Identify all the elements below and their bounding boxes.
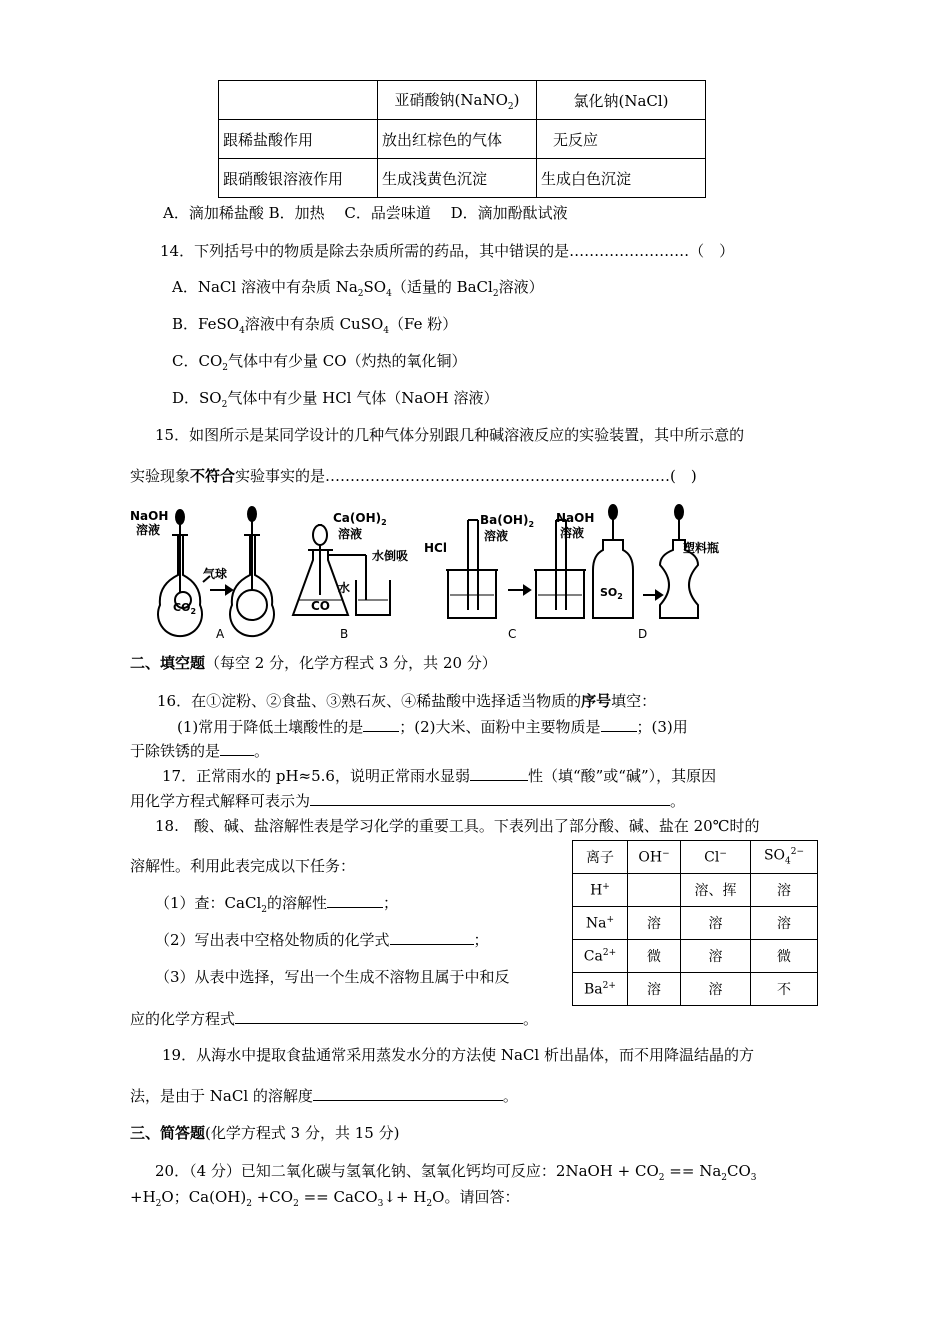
table-cell: 溶: [681, 907, 751, 940]
table-cell: 溶: [681, 940, 751, 973]
table-cell: 微: [751, 940, 818, 973]
table-cell: 跟稀盐酸作用: [219, 120, 378, 159]
table-cell: H+: [573, 874, 628, 907]
table-cell: OH−: [627, 841, 680, 874]
table-cell: $Ba^{2+}$: [573, 973, 628, 1006]
table-cell: 跟硝酸银溶液作用: [219, 159, 378, 198]
experiment-figure: [128, 500, 738, 645]
label-plastic-bottle: 塑料瓶: [683, 541, 720, 555]
label-caoh2: $Ca(OH)_2$: [333, 511, 387, 527]
label-solution-b: 溶液: [338, 527, 363, 541]
label-naoh-a: NaOH: [130, 509, 169, 523]
table-cell: [627, 874, 680, 907]
q17-line1: 17．正常雨水的 pH≈5.6，说明正常雨水显弱 性（填“酸”或“碱”），其原因: [162, 767, 717, 785]
label-solution-d: 溶液: [560, 526, 585, 540]
q20-line2: $+H_2O$；$Ca(OH)_2 +CO_2$ == CaCO$_3$↓+ $H_2O$。请回答：: [130, 1188, 520, 1209]
label-balloon: 气球: [203, 567, 228, 581]
q15-line2: 实验现象不符合实验事实的是……………………………………………………………( ): [130, 467, 697, 485]
table-cell: 溶: [627, 973, 680, 1006]
q14-option-d: D．$SO_2$气体中有少量 HCl 气体（NaOH 溶液）: [172, 389, 499, 410]
q19-line2: 法，是由于 NaCl 的溶解度 。: [130, 1087, 518, 1105]
table-cell: 溶: [681, 973, 751, 1006]
q16-line3: 于除铁锈的是 。: [130, 742, 270, 760]
table-cell: Na+: [573, 907, 628, 940]
table-header-nacl: 氯化钠(NaCl): [537, 81, 706, 120]
caption-a: A: [216, 627, 225, 641]
table-cell: $Ca^{2+}$: [573, 940, 628, 973]
q18-task3: （3）从表中选择，写出一个生成不溶物且属于中和反: [155, 968, 510, 986]
table-row: [573, 874, 818, 907]
section2-heading: 二、填空题（每空 2 分，化学方程式 3 分，共 20 分）: [130, 654, 497, 672]
table-cell: 不: [751, 973, 818, 1006]
q13-options: A．滴加稀盐酸 B．加热 C．品尝味道 D．滴加酚酞试液: [163, 204, 568, 222]
q14-option-a: A．NaCl 溶液中有杂质 $Na_2SO_4$（适量的 BaCl$_2$溶液）: [172, 278, 544, 299]
table-cell: 溶: [751, 907, 818, 940]
q18-line1: 18. 酸、碱、盐溶解性表是学习化学的重要工具。下表列出了部分酸、碱、盐在 20℃时的: [155, 817, 760, 835]
caption-c: C: [508, 627, 517, 641]
table-header-nano2: 亚硝酸钠(NaNO$_2$): [378, 81, 537, 120]
q17-line2: 用化学方程式解释可表示为 。: [130, 792, 686, 810]
table-cell: 溶: [627, 907, 680, 940]
q16-line1: 16．在①淀粉、②食盐、③熟石灰、④稀盐酸中选择适当物质的序号填空：: [157, 692, 657, 710]
q20-line1: 20．（4 分）已知二氧化碳与氢氧化钠、氢氧化钙均可反应：2NaOH + $CO_2 == Na_2CO_3$: [155, 1162, 757, 1183]
table-cell: 溶、挥: [681, 874, 751, 907]
section3-heading: 三、简答题(化学方程式 3 分，共 15 分): [130, 1124, 400, 1142]
label-co: CO: [311, 599, 331, 613]
label-water: 水: [338, 581, 351, 595]
label-co2: $CO_2$: [173, 601, 197, 616]
table-row: [219, 159, 706, 198]
table-cell: 离子: [573, 841, 628, 874]
q14-option-b: B．FeSO$_4$溶液中有杂质 CuSO$_4$（Fe 粉）: [172, 315, 458, 336]
q19-line1: 19．从海水中提取食盐通常采用蒸发水分的方法使 NaCl 析出晶体，而不用降温结晶的方: [162, 1046, 754, 1064]
q18-task2: （2）写出表中空格处物质的化学式 ；: [155, 931, 489, 949]
label-naoh-d: NaOH: [556, 511, 595, 525]
table-row: [573, 973, 818, 1006]
table-cell: 微: [627, 940, 680, 973]
table-cell: 溶: [751, 874, 818, 907]
table-cell: [219, 81, 378, 120]
table-header-row: [573, 841, 818, 874]
table-cell: 生成白色沉淀: [537, 159, 706, 198]
q14-stem: 14．下列括号中的物质是除去杂质所需的药品，其中错误的是……………………（ ）: [160, 242, 735, 260]
table-cell: 无反应: [537, 120, 706, 159]
table-row: [573, 940, 818, 973]
label-so2: $SO_2$: [600, 586, 623, 601]
q14-option-c: C．$CO_2$气体中有少量 CO（灼热的氧化铜）: [172, 352, 467, 373]
label-solution-a: 溶液: [136, 523, 161, 537]
q18-line2: 溶解性。利用此表完成以下任务：: [130, 857, 356, 875]
table-row: [573, 907, 818, 940]
q16-line2: (1)常用于降低土壤酸性的是 ；(2)大米、面粉中主要物质是 ；(3)用: [177, 718, 688, 736]
caption-d: D: [638, 627, 648, 641]
solubility-table: [572, 840, 818, 1006]
label-hcl: HCl: [424, 541, 447, 555]
table-cell: 放出红棕色的气体: [378, 120, 537, 159]
table-cell: Cl−: [681, 841, 751, 874]
q15-line1: 15．如图所示是某同学设计的几种气体分别跟几种碱溶液反应的实验装置，其中所示意的: [155, 426, 745, 444]
label-baoh2: $Ba(OH)_2$: [480, 513, 535, 529]
table-row: [219, 120, 706, 159]
table-header-row: [219, 81, 706, 120]
table-cell: 生成浅黄色沉淀: [378, 159, 537, 198]
label-backflow: 水倒吸: [372, 549, 409, 563]
caption-b: B: [340, 627, 349, 641]
table-cell: $SO_4^{2-}$: [751, 841, 818, 874]
q18-task1: （1）查：CaCl$_2$的溶解性 ；: [155, 894, 399, 915]
label-solution-c: 溶液: [484, 529, 509, 543]
comparison-table: [218, 80, 706, 198]
q18-task3-cont: 应的化学方程式 。: [130, 1010, 539, 1028]
